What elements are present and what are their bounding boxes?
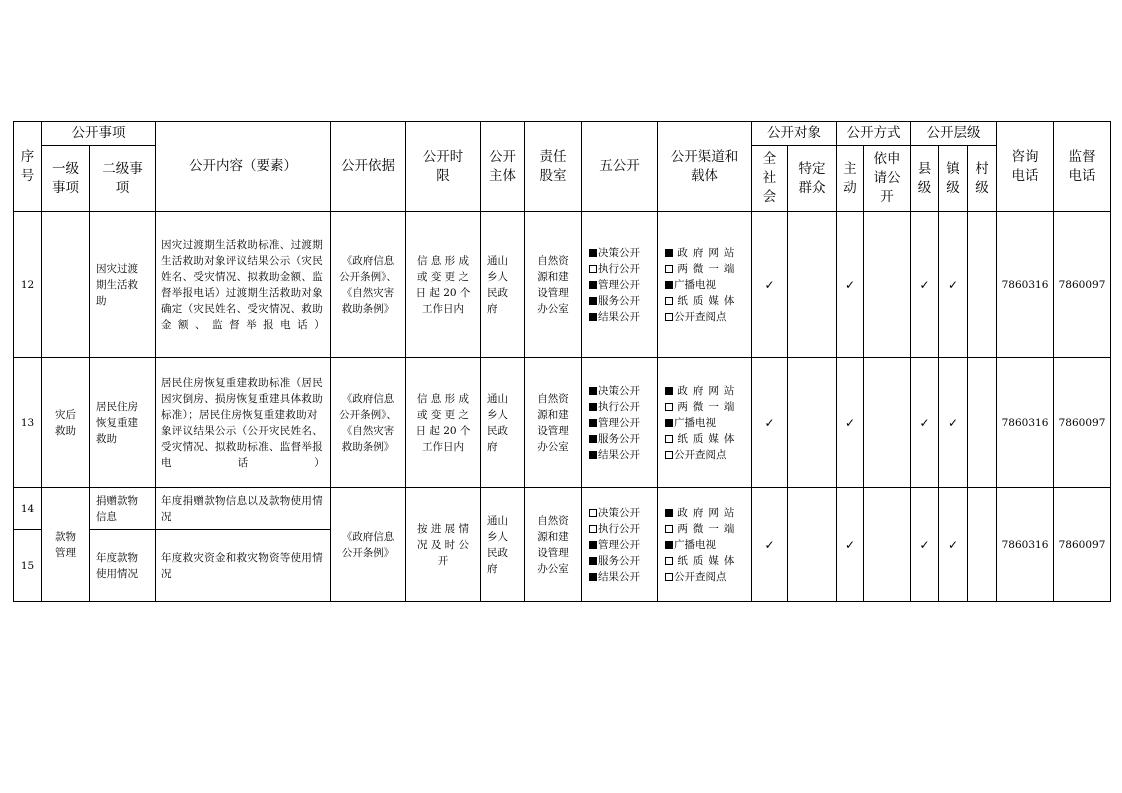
checkbox-empty-icon: [665, 557, 673, 565]
row-level2: 捐赠款物 信息: [90, 488, 156, 530]
five-item: 管理公开: [598, 416, 640, 429]
channel-item: 政府网站: [677, 246, 740, 259]
row-time-limit: 信 息 形 成 或 变 更 之 日 起 20 个 工作日内: [406, 358, 481, 488]
row-level2: 因灾过渡 期生活救 助: [90, 212, 156, 358]
check-mark-icon: ✓: [837, 358, 864, 488]
checkbox-filled-icon: [589, 573, 597, 581]
row-channel-list: [658, 358, 752, 488]
five-item: 决策公开: [598, 246, 640, 259]
row-five-list: [582, 488, 658, 602]
level1-header: 一级 事项: [42, 146, 90, 212]
checkbox-empty-icon: [665, 451, 673, 459]
basis-header: 公开依据: [331, 122, 406, 212]
row-content: 年度救灾资金和救灾物资等使用情况: [156, 530, 331, 602]
row-five-list: [582, 212, 658, 358]
seq-header: 序 号: [14, 122, 42, 212]
checkbox-empty-icon: [665, 297, 673, 305]
consult-header: 咨询 电话: [997, 122, 1054, 212]
target-specific-header: 特定 群众: [788, 146, 837, 212]
table-row: [14, 488, 1111, 530]
check-mark-icon: ✓: [837, 212, 864, 358]
row-supervise-phone: 7860097: [1054, 212, 1111, 358]
level-town-header: 镇 级: [939, 146, 968, 212]
five-item: 结果公开: [598, 310, 640, 323]
five-header: 五公开: [582, 122, 658, 212]
row-mode-request: [864, 488, 911, 602]
header-row-1: [14, 122, 1111, 146]
content-header: 公开内容（要素）: [156, 122, 331, 212]
row-seq: 13: [14, 358, 42, 488]
row-content: 因灾过渡期生活救助标准、过渡期生活救助对象评议结果公示（灾民姓名、受灾情况、拟救助金额、监督举报电话）过渡期生活救助对象确定（灾民姓名、受灾情况、救助金额、监督举报电话）: [156, 212, 331, 358]
channel-item: 政府网站: [677, 384, 740, 397]
check-mark-icon: ✓: [752, 488, 788, 602]
checkbox-filled-icon: [589, 541, 597, 549]
checkbox-empty-icon: [665, 313, 673, 321]
channel-item: 广播电视: [674, 416, 716, 429]
channel-item: 纸质媒体: [677, 294, 740, 307]
five-item: 管理公开: [598, 538, 640, 551]
channel-item: 广播电视: [674, 278, 716, 291]
checkbox-filled-icon: [589, 387, 597, 395]
row-dept: 自然资 源和建 设管理 办公室: [525, 212, 582, 358]
row-channel-list: [658, 212, 752, 358]
row-seq: 14: [14, 488, 42, 530]
check-mark-icon: ✓: [939, 358, 968, 488]
mode-request-header: 依申 请公 开: [864, 146, 911, 212]
row-dept: 自然资 源和建 设管理 办公室: [525, 488, 582, 602]
row-level1: 灾后 救助: [42, 358, 90, 488]
five-item: 执行公开: [598, 400, 640, 413]
five-item: 服务公开: [598, 432, 640, 445]
five-item: 结果公开: [598, 570, 640, 583]
row-level1: 款物 管理: [42, 488, 90, 602]
checkbox-filled-icon: [665, 387, 673, 395]
mode-group-header: 公开方式: [837, 122, 911, 146]
check-mark-icon: ✓: [939, 212, 968, 358]
item-group-header: 公开事项: [42, 122, 156, 146]
level-county-header: 县 级: [911, 146, 939, 212]
disclosure-table: [13, 121, 1111, 602]
row-time-limit: 信 息 形 成 或 变 更 之 日 起 20 个 工作日内: [406, 212, 481, 358]
checkbox-filled-icon: [589, 403, 597, 411]
level-group-header: 公开层级: [911, 122, 997, 146]
row-target-specific: [788, 358, 837, 488]
checkbox-empty-icon: [665, 435, 673, 443]
channel-item: 两微一端: [677, 262, 740, 275]
row-basis: 《政府信息 公开条例》: [331, 488, 406, 602]
row-basis: 《政府信息 公开条例》、 《自然灾害 救助条例》: [331, 212, 406, 358]
row-subject: 通山 乡人 民政 府: [481, 358, 525, 488]
checkbox-filled-icon: [589, 557, 597, 565]
five-item: 服务公开: [598, 294, 640, 307]
row-level-village: [968, 212, 997, 358]
five-item: 决策公开: [598, 506, 640, 519]
row-supervise-phone: 7860097: [1054, 488, 1111, 602]
check-mark-icon: ✓: [911, 358, 939, 488]
five-item: 结果公开: [598, 448, 640, 461]
time-limit-header: 公开时 限: [406, 122, 481, 212]
five-item: 服务公开: [598, 554, 640, 567]
row-level-village: [968, 488, 997, 602]
row-level2: 居民住房 恢复重建 救助: [90, 358, 156, 488]
channel-header: 公开渠道和 载体: [658, 122, 752, 212]
row-basis: 《政府信息 公开条例》、 《自然灾害 救助条例》: [331, 358, 406, 488]
checkbox-filled-icon: [589, 419, 597, 427]
row-content: 居民住房恢复重建救助标准（居民因灾倒房、损房恢复重建具体救助标准）；居民住房恢复重建救助对象评议结果公示（公开灾民姓名、受灾情况、拟救助标准、监督举报电话）: [156, 358, 331, 488]
row-subject: 通山 乡人 民政 府: [481, 212, 525, 358]
check-mark-icon: ✓: [939, 488, 968, 602]
checkbox-empty-icon: [589, 509, 597, 517]
checkbox-filled-icon: [589, 297, 597, 305]
row-target-specific: [788, 488, 837, 602]
checkbox-empty-icon: [665, 573, 673, 581]
channel-item: 广播电视: [674, 538, 716, 551]
table-row: [14, 358, 1111, 488]
checkbox-empty-icon: [665, 265, 673, 273]
table-row: [14, 212, 1111, 358]
target-group-header: 公开对象: [752, 122, 837, 146]
check-mark-icon: ✓: [752, 358, 788, 488]
checkbox-filled-icon: [589, 313, 597, 321]
checkbox-filled-icon: [665, 509, 673, 517]
channel-item: 公开查阅点: [674, 448, 727, 461]
row-five-list: [582, 358, 658, 488]
level2-header: 二级事 项: [90, 146, 156, 212]
five-item: 执行公开: [598, 522, 640, 535]
five-item: 执行公开: [598, 262, 640, 275]
checkbox-empty-icon: [665, 403, 673, 411]
channel-item: 纸质媒体: [677, 554, 740, 567]
check-mark-icon: ✓: [911, 212, 939, 358]
row-mode-request: [864, 358, 911, 488]
checkbox-filled-icon: [665, 541, 673, 549]
row-dept: 自然资 源和建 设管理 办公室: [525, 358, 582, 488]
checkbox-filled-icon: [665, 249, 673, 257]
channel-item: 两微一端: [677, 522, 740, 535]
five-item: 管理公开: [598, 278, 640, 291]
row-time-limit: 按 进 展 情 况 及 时 公 开: [406, 488, 481, 602]
checkbox-filled-icon: [665, 419, 673, 427]
channel-item: 两微一端: [677, 400, 740, 413]
checkbox-filled-icon: [589, 249, 597, 257]
row-seq: 12: [14, 212, 42, 358]
checkbox-filled-icon: [589, 435, 597, 443]
row-consult-phone: 7860316: [997, 358, 1054, 488]
check-mark-icon: ✓: [752, 212, 788, 358]
channel-item: 公开查阅点: [674, 310, 727, 323]
level-village-header: 村 级: [968, 146, 997, 212]
checkbox-empty-icon: [589, 265, 597, 273]
check-mark-icon: ✓: [837, 488, 864, 602]
supervise-header: 监督 电话: [1054, 122, 1111, 212]
row-level1: [42, 212, 90, 358]
mode-active-header: 主 动: [837, 146, 864, 212]
five-item: 决策公开: [598, 384, 640, 397]
row-content: 年度捐赠款物信息以及款物使用情况: [156, 488, 331, 530]
row-level-village: [968, 358, 997, 488]
channel-item: 公开查阅点: [674, 570, 727, 583]
row-consult-phone: 7860316: [997, 488, 1054, 602]
checkbox-filled-icon: [589, 281, 597, 289]
row-channel-list: [658, 488, 752, 602]
target-all-header: 全 社 会: [752, 146, 788, 212]
dept-header: 责任 股室: [525, 122, 582, 212]
row-target-specific: [788, 212, 837, 358]
checkbox-empty-icon: [589, 525, 597, 533]
row-subject: 通山 乡人 民政 府: [481, 488, 525, 602]
checkbox-filled-icon: [589, 451, 597, 459]
subject-header: 公开 主体: [481, 122, 525, 212]
checkbox-filled-icon: [665, 281, 673, 289]
row-level2: 年度款物 使用情况: [90, 530, 156, 602]
row-seq: 15: [14, 530, 42, 602]
check-mark-icon: ✓: [911, 488, 939, 602]
row-consult-phone: 7860316: [997, 212, 1054, 358]
row-mode-request: [864, 212, 911, 358]
channel-item: 政府网站: [677, 506, 740, 519]
channel-item: 纸质媒体: [677, 432, 740, 445]
checkbox-empty-icon: [665, 525, 673, 533]
row-supervise-phone: 7860097: [1054, 358, 1111, 488]
